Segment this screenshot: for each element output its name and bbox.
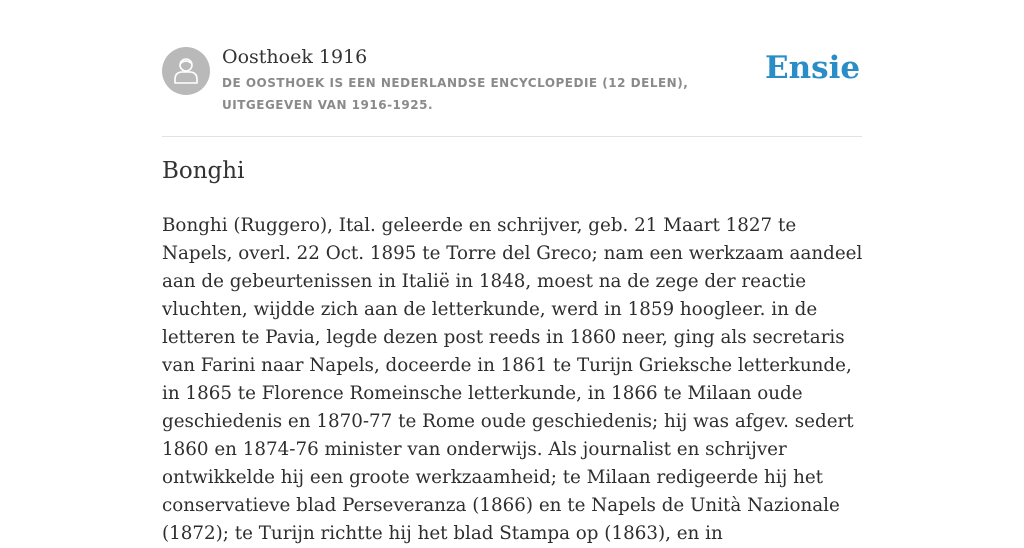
ensie-logo[interactable]: Ensie — [765, 50, 861, 86]
source-header — [162, 0, 862, 137]
source-title[interactable]: Oosthoek 1916 — [222, 46, 368, 68]
user-avatar-icon — [171, 56, 201, 86]
source-description: DE OOSTHOEK IS EEN NEDERLANDSE ENCYCLOPEDIE (12 DELEN), UITGEGEVEN VAN 1916-1925. — [222, 76, 689, 112]
entry-body: Bonghi (Ruggero), Ital. geleerde en schrijver, geb. 21 Maart 1827 te Napels, overl. 22 Oct. 1895 te Torre del Greco; nam een werkzaam aandeel aan de gebeurtenissen in Italië in 1848, moest na de zege der reactie vluchten, wijdde zich aan de letterkunde, werd in 1859 hoogleer. in de letteren te Pavia, legde dezen post reeds in 1860 neer, ging als secretaris van Farini naar Napels, doceerde in 1861 te Turijn Grieksche letterkunde, in 1865 te Florence Romeinsche letterkunde, in 1866 te Milaan oude geschiedenis en 1870-77 te Rome oude geschiedenis; hij was afgev. sedert 1860 en 1874-76 minister van onderwijs. Als journalist en schrijver ontwikkelde hij een groote werkzaamheid; te Milaan redigeerde hij het conservatieve blad Perseveranza (1866) en te Napels de Unità Nazionale (1872); te Turijn richtte hij het blad Stampa op (1863), en in — [162, 215, 863, 544]
entry-title: Bonghi — [162, 158, 245, 184]
source-avatar[interactable] — [162, 47, 210, 95]
